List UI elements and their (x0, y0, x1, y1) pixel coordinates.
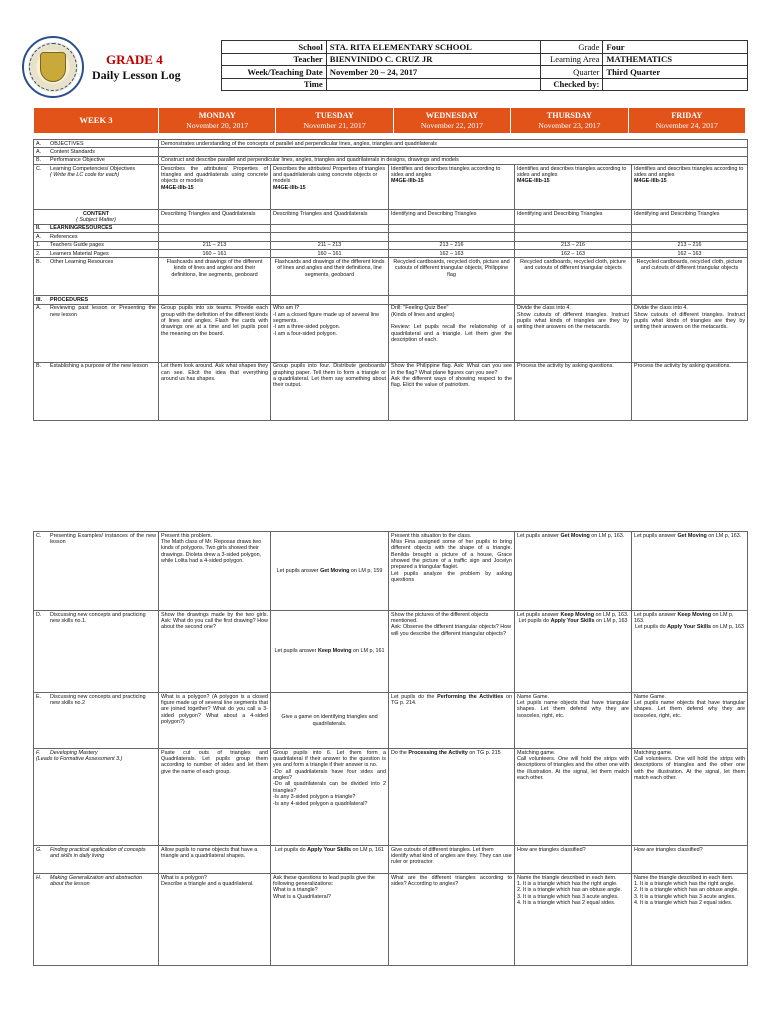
row-practical: G. Finding practical application of concepts and skills in daily living Allow pupils to name objects that have a triangle and a quadrilateral shapes. Let pupils do Apply Your Skills on LM p, 161 Give cutouts of different triangles. Let them identify what kind of angles are they. They can use ruler or protractor. How are triangles classified? How are triangles classified? (34, 846, 748, 874)
row-content: CONTENT ( Subject Matter) Describing Triangles and Quadrilaterals Describing Triangles and Quadrilaterals Identifying and Describing Triangles Identifying and Describing Triangles Identifying and Describing Triangles (34, 210, 748, 225)
header-info-table (221, 40, 748, 91)
row-discussing-2: E. Discussing new concepts and practicing new skills no.2 What is a polygon? (A polygon is a closed figure made up of several line segments that are joined together? What do you call a 3-sided polygon? What about a 4-sided polygon?) Give a game on identifying triangles and quadrilaterals. Let pupils do the Performing the Activities on TG p. 214. Name Game. Let pupils name objects that have triangular shapes. Let them defend why they are isosceles, right, etc. Name Game. Let pupils name objects that have triangular shapes. Let them defend why they are isosceles, right, etc. (34, 693, 748, 749)
row-learning-resources: II. LEARNINGRESOURCES (34, 224, 748, 232)
teacher-label: Teacher (222, 53, 327, 66)
competency-monday: Describes the attributes/ Properties of triangles and quadrilaterals using concrete objects or models M4GE-IIIb-15 (159, 165, 271, 210)
objectives-text: Demonstrates understanding of the concepts of parallel and perpendicular lines, angles, triangles and quadrilaterals (159, 140, 748, 148)
content-wednesday: Identifying and Describing Triangles (389, 210, 515, 225)
lesson-table-part2 (33, 531, 748, 966)
row-presenting: C. Presenting Examples/ instances of the new lesson Present this problem. The Math class of Mr. Reposas draws two kinds of polygons. Two girls showed their drawings. Dioleta drew a 3-sided polygon, while Lolita had a 4-sided polygon. Let pupils answer Get Moving on LM p, 159 Present this situation to the class. Miss Fina assigned some of her pupils to bring different objects with the shape of a triangle. Benilda brought a picture of a house, Grace showed the picture of a traffic sign and Jocelyn prepared a triangular flaglet. Let pupils analyze the problem by asking questions Let pupils answer Get Moving on LM p, 163. Let pupils answer Get Moving on LM p, 163. (34, 532, 748, 611)
row-review: A. Reviewing past lesson or Presenting the new lesson Group pupils into six teams. Provide each group with the definition of the different kinds of lines and angles. Flash the cards with drawings one at a time and let pupils post the meaning on the board. Who am I? -I am a closed figure made up of several line segments. -I am a three-sided polygon. -I am a four-sided polygon. Drill: "Feeling Quiz Bee" (Kinds of lines and angles) Review: Let pupils recall the relationship of a quadrilateral and a triangle. Let them give the description of each. Divide the class into 4. Show cutouts of different triangles. Instruct pupils what kinds of triangles are they by writing their answers on the metacards. Divide the class into 4. Show cutouts of different triangles. Instruct pupils what kinds of triangles are they by writing their answers on the metacards. (34, 304, 748, 362)
performance-text: Construct and describe parallel and perpendicular lines, angles, triangles and quadrilaterals in designs, drawings and models (159, 156, 748, 164)
grade-title: GRADE 4 (106, 52, 163, 67)
seal-shield (40, 52, 66, 82)
log-header (22, 36, 748, 100)
row-content-standards: A. Content Standards (34, 148, 748, 156)
lesson-table-part1 (33, 139, 748, 421)
week-label: Week/Teaching Date (222, 66, 327, 79)
row-competencies: C. Learning Competencies/ Objectives ( Write the LC code for each) Describes the attributes/ Properties of triangles and quadrilaterals using concrete objects or models M4GE-IIIb-15 Describes the attributes/ Properties of triangles and quadrilaterals using concrete objects or models M4GE-IIIb-15 Identifies and describes triangles according to sides and angles M4GE-IIIb-15 Identifies and describes triangles according to sides and angles M4GE-IIIb-15 Identifies and describes triangles according to sides and angles M4GE-IIIb-15 (34, 165, 748, 210)
grade-label: Grade (541, 41, 603, 54)
competency-thursday: Identifies and describes triangles according to sides and angles M4GE-IIIb-15 (515, 165, 632, 210)
week-bar (33, 107, 746, 134)
checked-by-value (603, 78, 748, 91)
quarter-value: Third Quarter (603, 66, 748, 79)
checked-by-label: Checked by: (541, 78, 603, 91)
content-monday: Describing Triangles and Quadrilaterals (159, 210, 271, 225)
quarter-label: Quarter (541, 66, 603, 79)
school-value: STA. RITA ELEMENTARY SCHOOL (326, 41, 541, 54)
row-procedures: III. PROCEDURES (34, 296, 748, 304)
row-objectives: A. OBJECTIVES Demonstrates understanding of the concepts of parallel and perpendicular lines, angles, triangles and quadrilaterals (34, 140, 748, 148)
row-references: A. References (34, 233, 748, 241)
row-purpose: B. Establishing a purpose of the new lesson Let them look around. Ask what shapes they can see. Elicit the idea that everything around us has shapes. Group pupils into four. Distribute geoboards/ graphing paper. Tell them to form a triangle or a quadrilateral. Let them say something about their output. Show the Philippine flag. Ask: What can you see in the flag? What plane figures can you see? Ask the different ways of showing respect to the flag. Elicit the value of patriotism. Process the activity by asking questions. Process the activity by asking questions. (34, 362, 748, 420)
time-value (326, 78, 541, 91)
competency-friday: Identifies and describes triangles according to sides and angles M4GE-IIIb-15 (632, 165, 748, 210)
row-mastery: F. Developing Mastery (Leads to Formative Assessment 3.) Paste cut outs of triangles and Quadrilaterals. Let pupils group them according to number of sides and let them give the name of each group. Group pupils into 6. Let them form a quadrilateral if their answer to the question is yes and form a triangle if their answer is no. -Do all quadrilaterals have four sides and angles? -Do all quadrilaterals can be divided into 2 triangles? -Is any 3-sided polygon a triangle? -Is any 4-sided polygon a quadrilateral? Do the Processing the Activity on TG p. 215 Matching game. Call volunteers. One will hold the strips with descriptions of triangles and the other one with the illustration. At the signal, let them match each other. Matching game. Call volunteers. One will hold the strips with descriptions of triangles and the other one with the illustration. At the signal, let them match each other. (34, 749, 748, 846)
day-thursday: THURSDAY November 23, 2017 (511, 108, 628, 134)
day-friday: FRIDAY November 24, 2017 (628, 108, 745, 134)
week-label: WEEK 3 (34, 108, 159, 134)
day-wednesday: WEDNESDAY November 22, 2017 (393, 108, 510, 134)
row-lm-pages: 2. Learners Material Pages 160 – 161 160 – 161 162 – 163 162 – 163 162 – 163 (34, 250, 748, 258)
time-label: Time (222, 78, 327, 91)
content-thursday: Identifying and Describing Triangles (515, 210, 632, 225)
competency-tuesday: Describes the attributes/ Properties of triangles and quadrilaterals using concrete objects or models M4GE-IIIb-15 (271, 165, 389, 210)
school-label: School (222, 41, 327, 54)
deped-seal-logo (22, 36, 84, 98)
area-label: Learning Area (541, 53, 603, 66)
week-value: November 20 – 24, 2017 (326, 66, 541, 79)
grade-value: Four (603, 41, 748, 54)
teacher-value: BIENVINIDO C. CRUZ JR (326, 53, 541, 66)
day-tuesday: TUESDAY November 21, 2017 (276, 108, 393, 134)
log-title: Daily Lesson Log (92, 68, 181, 82)
content-tuesday: Describing Triangles and Quadrilaterals (271, 210, 389, 225)
row-discussing-1: D. Discussing new concepts and practicing new skills no.1. Show the drawings made by the two girls. Ask: What do you call the first drawing? How about the second one? Let pupils answer Keep Moving on LM p, 161 Show the pictures of the different objects mentioned. Ask: Observe the different triangular objects? How will you describe the different triangular objects? Let pupils answer Keep Moving on LM p, 163. Let pupils do Apply Your Skills on LM p, 163 Let pupils answer Keep Moving on LM p, 163. Let pupils do Apply Your Skills on LM p, 163 (34, 611, 748, 693)
competency-wednesday: Identifies and describes triangles according to sides and angles M4GE-IIIb-15 (389, 165, 515, 210)
day-monday: MONDAY November 20, 2017 (159, 108, 276, 134)
content-friday: Identifying and Describing Triangles (632, 210, 748, 225)
row-other-resources: B. Other Learning Resources Flashcards and drawings of the different kinds of lines and angles and their definitions, line segments, geoboard Flashcards and drawings of the different kinds of lines and angles and their definitions, line segments, geoboard Recycled cardboards, recycled cloth, picture and cutouts of different triangular objects, Philippine flag Recycled cardboards, recycled cloth, picture and cutouts of different triangular objects Recycled cardboards, recycled cloth, picture and cutouts of different triangular objects (34, 258, 748, 296)
row-tg-pages: 1. Teachers Guide pages 211 – 213 211 – 213 213 – 216 213 – 216 213 – 216 (34, 241, 748, 249)
area-value: MATHEMATICS (603, 53, 748, 66)
row-generalization: H. Making Generalization and abstraction about the lesson What is a polygon? Describe a triangle and a quadrilateral. Ask these questions to lead pupils give the following generalizations: What is a triangle? What is a Quadrilateral? What are the different triangles according to sides? According to angles? Name the triangle described in each item. 1. It is a triangle which has the right angle. 2. It is a triangle which has an obtuse angle. 3. It is a triangle which has 3 acute angles. 4. It is a triangle which has 2 equal sides. Name the triangle described in each item. 1. It is a triangle which has the right angle. 2. It is a triangle which has an obtuse angle. 3. It is a triangle which has 3 acute angles. 4. It is a triangle which has 2 equal sides. (34, 874, 748, 966)
row-performance: B. Performance Objective Construct and describe parallel and perpendicular lines, angles, triangles and quadrilaterals in designs, drawings and models (34, 156, 748, 164)
